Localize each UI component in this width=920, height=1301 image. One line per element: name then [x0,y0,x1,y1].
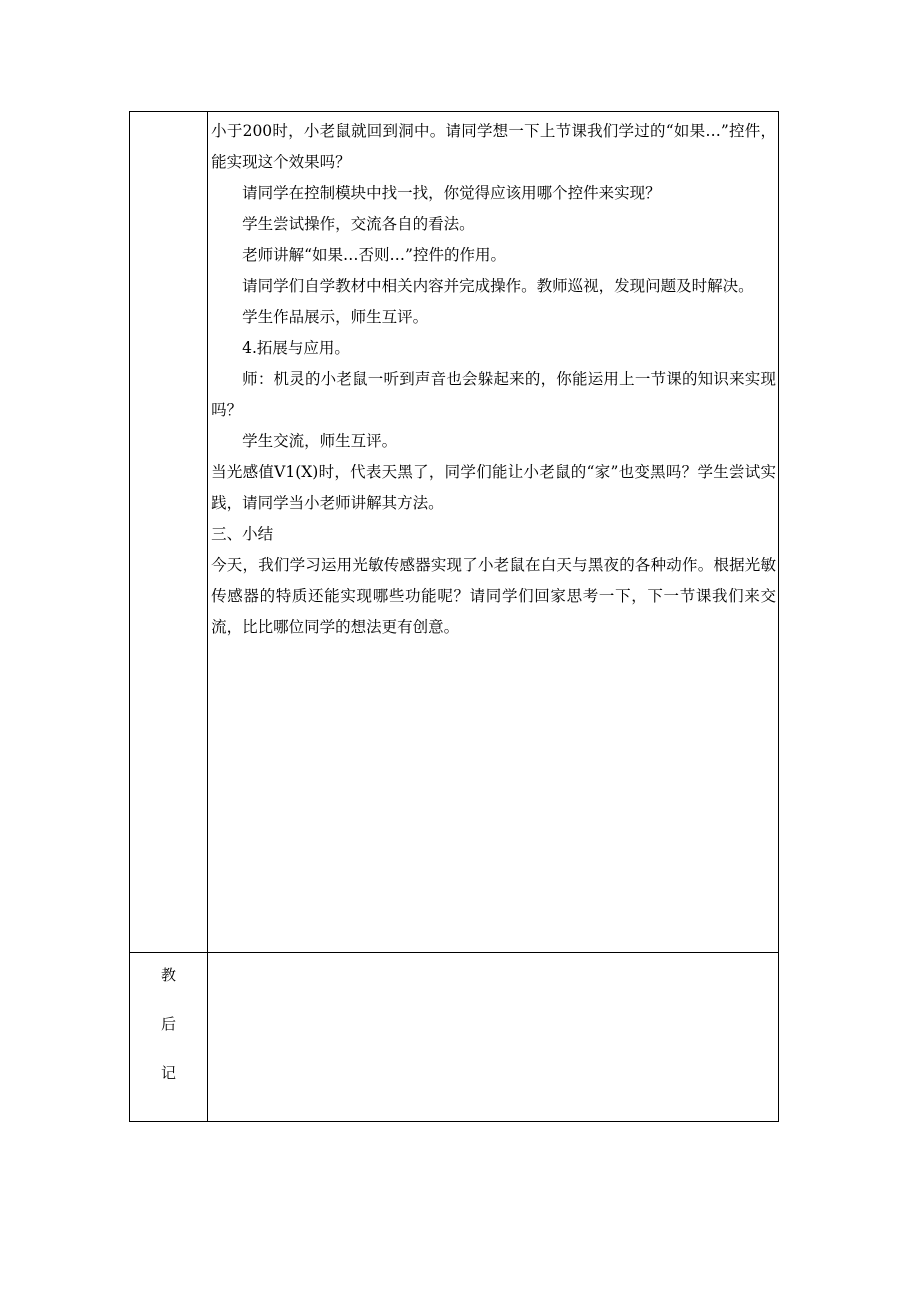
lesson-plan-table [129,111,779,1122]
notes-label-char-2: 后 [161,1015,177,1033]
paragraph-10: 当光感值V1(X)时，代表天黑了，同学们能让小老鼠的“家”也变黑吗？学生尝试实践，请同学当小老师讲解其方法。 [211,463,776,512]
lesson-content-cell [208,112,779,953]
notes-label-char-3: 记 [161,1064,177,1082]
paragraph-2: 请同学在控制模块中找一找，你觉得应该用哪个控件来实现？ [242,184,661,202]
post-lesson-notes-area[interactable] [208,953,779,1122]
lesson-content-row [130,112,779,953]
notes-label-char-1: 教 [161,966,177,984]
paragraph-3: 学生尝试操作，交流各自的看法。 [242,215,475,233]
paragraph-4: 老师讲解“如果…否则…”控件的作用。 [242,246,506,264]
paragraph-9: 学生交流，师生互评。 [242,432,398,450]
paragraph-8: 师：机灵的小老鼠一听到声音也会躲起来的，你能运用上一节课的知识来实现吗？ [211,370,776,419]
section-heading-summary: 三、小结 [211,525,274,543]
paragraph-summary: 今天，我们学习运用光敏传感器实现了小老鼠在白天与黑夜的各种动作。根据光敏传感器的特质还能实现哪些功能呢？请同学们回家思考一下，下一节课我们来交流，比比哪位同学的想法更有创意。 [211,556,776,636]
paragraph-7: 4.拓展与应用。 [242,339,350,357]
post-lesson-notes-label [130,953,208,1122]
empty-left-cell [130,112,208,953]
paragraph-6: 学生作品展示，师生互评。 [242,308,429,326]
paragraph-5: 请同学们自学教材中相关内容并完成操作。教师巡视，发现问题及时解决。 [242,277,754,295]
post-lesson-notes-row [130,953,779,1122]
paragraph-1: 小于200时，小老鼠就回到洞中。请同学想一下上节课我们学过的“如果…”控件，能实现这个效果吗？ [211,122,776,171]
